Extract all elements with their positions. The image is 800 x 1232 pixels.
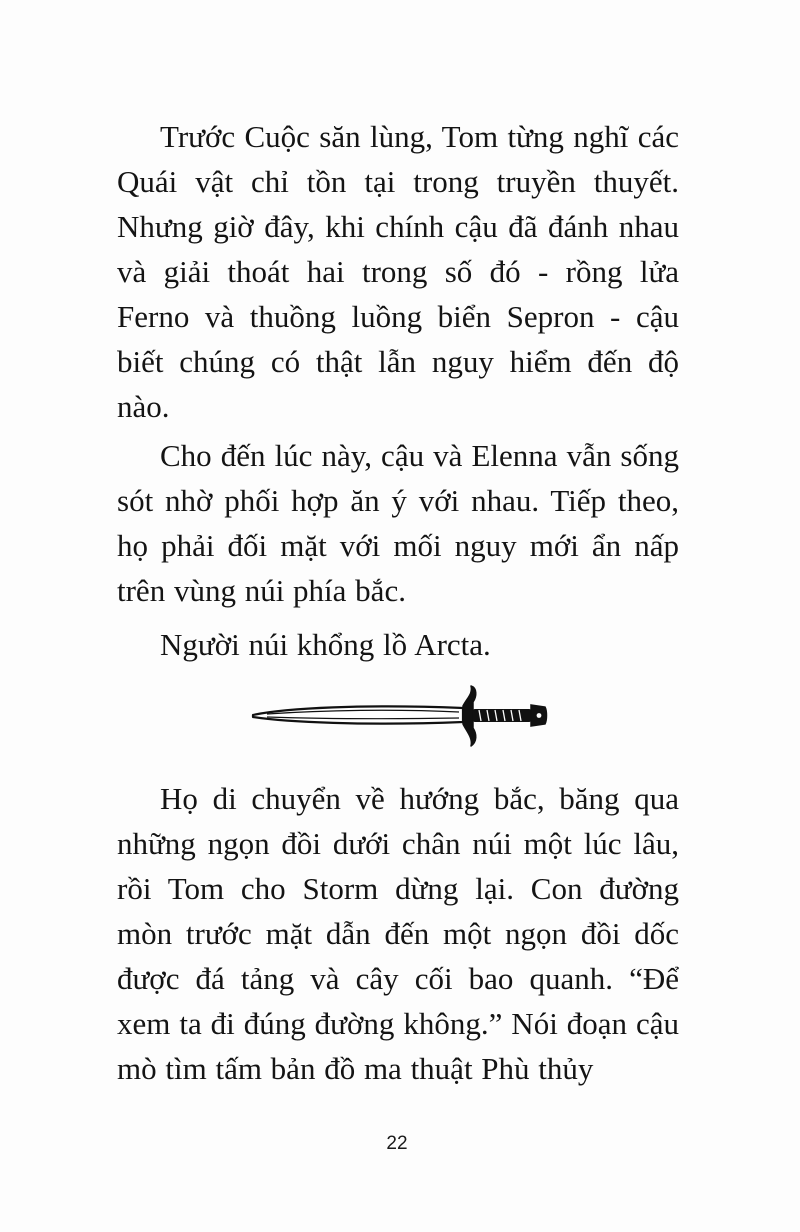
paragraph-3: Người núi khổng lồ Arcta. [160, 627, 491, 662]
sword-icon [245, 684, 551, 750]
paragraph-4: Họ di chuyển về hướng bắc, băng qua những ngọn đồi dưới chân núi một lúc lâu, rồi Tom cho Storm dừng lại. Con đường mòn trước mặt dẫn đến một ngọn đồi dốc được đá tảng và cây cối bao quanh. “Để xem ta đi đúng đường không.” Nói đoạn cậu mò tìm tấm bản đồ ma thuật Phù thủy [117, 781, 679, 1086]
paragraph-2: Cho đến lúc này, cậu và Elenna vẫn sống sót nhờ phối hợp ăn ý với nhau. Tiếp theo, họ phải đối mặt với mối nguy mới ẩn nấp trên vùng núi phía bắc. [117, 438, 679, 608]
paragraph-1: Trước Cuộc săn lùng, Tom từng nghĩ các Quái vật chỉ tồn tại trong truyền thuyết. Nhưng giờ đây, khi chính cậu đã đánh nhau và giải thoát hai trong số đó - rồng lửa Ferno và thuồng luồng biển Sepron - cậu biết chúng có thật lẫn nguy hiểm đến độ nào. [117, 119, 679, 424]
page-number: 22 [386, 1133, 408, 1154]
